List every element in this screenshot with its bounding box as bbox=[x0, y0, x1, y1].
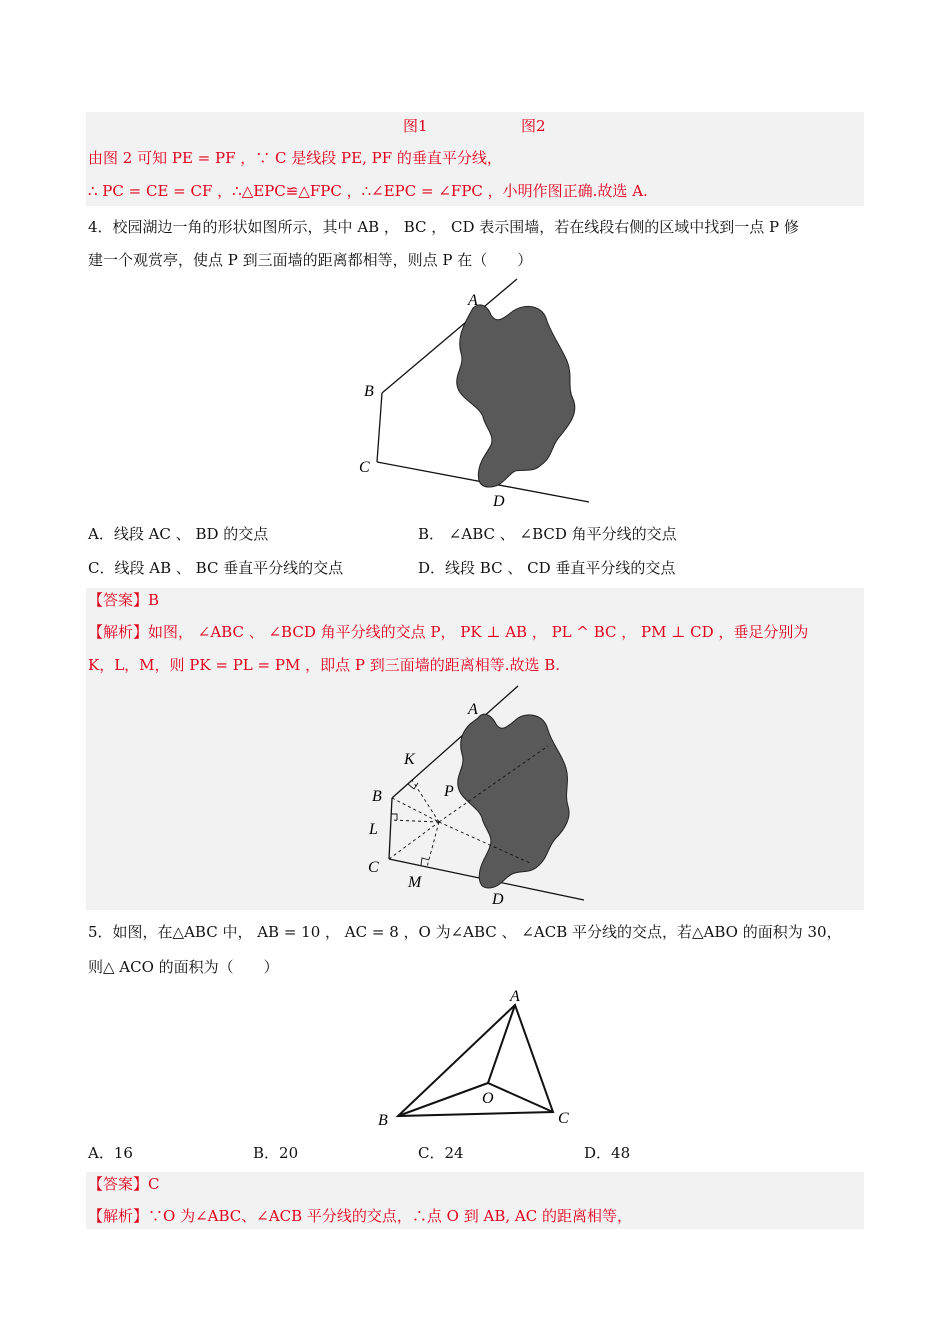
q5-option-a[interactable]: A．16 bbox=[88, 1144, 133, 1162]
q4-analysis-figure bbox=[362, 682, 592, 910]
prev-solution-line2: ∴ PC = CE = CF ，∴△EPC≌△FPC ，∴∠EPC = ∠FPC ，小明作图正确.故选 A. bbox=[88, 182, 648, 200]
q5-option-c[interactable]: C．24 bbox=[418, 1144, 464, 1162]
label-k: K bbox=[404, 751, 415, 768]
label-a: A bbox=[510, 988, 520, 1005]
label-b: B bbox=[372, 788, 382, 805]
bisector-b bbox=[392, 798, 439, 822]
wall-bc bbox=[389, 798, 392, 859]
q5-answer: 【答案】C bbox=[88, 1175, 160, 1193]
lake-shape bbox=[457, 305, 575, 487]
q4-option-a[interactable]: A．线段 AC 、 BD 的交点 bbox=[88, 525, 269, 543]
q4-answer: 【答案】B bbox=[88, 591, 160, 609]
wall-bc bbox=[377, 393, 382, 462]
label-c: C bbox=[359, 459, 370, 476]
q5-stem-line1: 5．如图，在△ABC 中， AB = 10 ， AC = 8 ，O 为∠ABC 、 ∠ACB 平分线的交点，若△ABO 的面积为 30， bbox=[88, 923, 842, 941]
lake-shape bbox=[458, 714, 569, 888]
q4-option-d[interactable]: D．线段 BC 、 CD 垂直平分线的交点 bbox=[418, 559, 676, 577]
q4-analysis-line2: K，L，M，则 PK = PL = PM ，即点 P 到三面墙的距离相等.故选 B. bbox=[88, 656, 561, 674]
q5-stem-line2: 则△ ACO 的面积为（ ） bbox=[88, 958, 279, 976]
label-c: C bbox=[368, 859, 379, 876]
prev-solution-line1: 由图 2 可知 PE = PF ，∵ C 是线段 PE, PF 的垂直平分线， bbox=[88, 149, 502, 167]
q4-analysis-line1: 【解析】如图， ∠ABC 、 ∠BCD 角平分线的交点 P， PK ⊥ AB ， PL ^ BC ， PM ⊥ CD ，垂足分别为 bbox=[88, 623, 809, 641]
perp-pl bbox=[391, 820, 439, 822]
label-a: A bbox=[468, 701, 478, 718]
label-d: D bbox=[493, 493, 505, 510]
q5-option-b[interactable]: B．20 bbox=[253, 1144, 299, 1162]
label-p: P bbox=[444, 783, 454, 800]
label-m: M bbox=[408, 874, 422, 891]
q5-analysis-line1: 【解析】∵O 为∠ABC、∠ACB 平分线的交点，∴点 O 到 AB, AC 的距离相等， bbox=[88, 1207, 632, 1225]
q4-stem-line2: 建一个观赏亭，使点 P 到三面墙的距离都相等，则点 P 在（ ） bbox=[88, 251, 533, 269]
label-l: L bbox=[369, 821, 378, 838]
label-d: D bbox=[492, 891, 504, 908]
q4-option-c[interactable]: C．线段 AB 、 BC 垂直平分线的交点 bbox=[88, 559, 344, 577]
q5-triangle-figure bbox=[370, 985, 580, 1130]
bisector-c bbox=[389, 822, 439, 859]
label-o: O bbox=[482, 1090, 494, 1107]
right-angle-l bbox=[391, 814, 397, 820]
label-c: C bbox=[558, 1110, 569, 1127]
fig2-caption: 图2 bbox=[521, 117, 546, 135]
q4-stem-line1: 4．校园湖边一角的形状如图所示，其中 AB ， BC ， CD 表示围墙，若在线段右侧的区域中找到一点 P 修 bbox=[88, 218, 799, 236]
segment-bo bbox=[398, 1083, 488, 1116]
label-b: B bbox=[364, 383, 374, 400]
triangle-abc bbox=[398, 1005, 553, 1116]
q5-option-d[interactable]: D．48 bbox=[584, 1144, 631, 1162]
label-a: A bbox=[468, 292, 478, 309]
q4-option-b[interactable]: B． ∠ABC 、 ∠BCD 角平分线的交点 bbox=[418, 525, 677, 543]
label-b: B bbox=[378, 1112, 388, 1129]
fig1-caption: 图1 bbox=[403, 117, 428, 135]
q4-lake-figure bbox=[355, 275, 600, 510]
right-angle-k bbox=[408, 783, 418, 789]
